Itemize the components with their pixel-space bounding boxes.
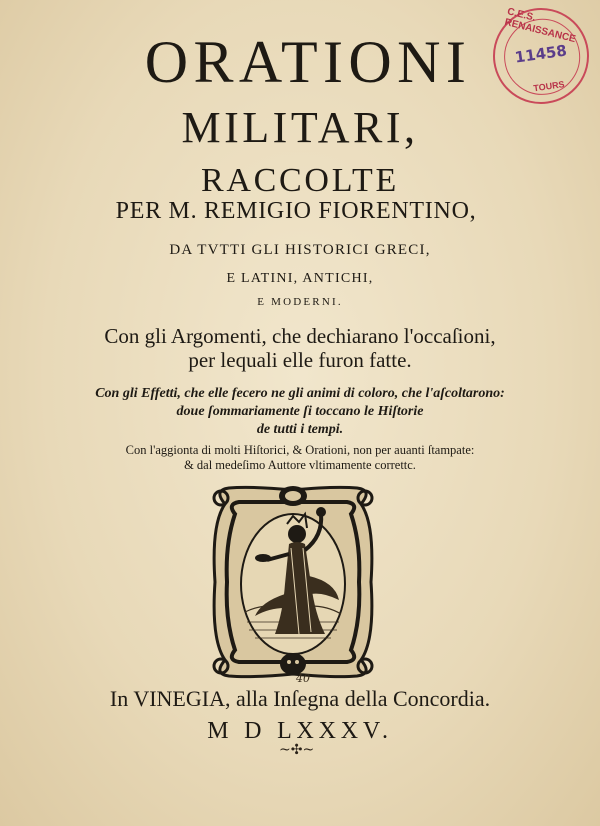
arguments-line-1 <box>0 324 600 349</box>
line-text: MILITARI, <box>181 103 419 152</box>
stamp-top-text: C.E.S. RENAISSANCE <box>503 6 577 46</box>
line-text: doue ſommariamente ſi toccano le Hiſtorie <box>176 404 424 419</box>
line-text: ORATIONI <box>144 29 472 95</box>
stamp-bottom-text: TOURS <box>532 79 566 94</box>
effects-line-1 <box>0 386 600 402</box>
date-line <box>0 718 600 745</box>
line-text: Con gli Effetti, che elle fecero ne gli animi di coloro, che l'aſcoltarono: <box>95 386 505 401</box>
line-text: RACCOLTE <box>200 162 400 199</box>
sources-line-3 <box>0 296 600 308</box>
imprint-line <box>0 686 600 712</box>
author-line <box>0 198 596 225</box>
sources-line-2 <box>0 271 600 287</box>
line-text: & dal medeſimo Auttore vltimamente correttc. <box>184 458 416 472</box>
effects-line-2 <box>0 404 600 420</box>
concordia-printer-mark-icon <box>205 484 381 680</box>
line-text: Con gli Argomenti, che dechiarano l'occaſioni, <box>104 324 496 348</box>
line-text: per lequali elle furon fatte. <box>188 348 412 372</box>
line-text: PER M. REMIGIO FIORENTINO, <box>115 198 477 224</box>
line-text: E LATINI, ANTICHI, <box>226 271 374 286</box>
stamp-number: 11458 <box>513 41 568 67</box>
line-text: E MODERNI. <box>257 296 343 308</box>
line-text: In VINEGIA, alla Inſegna della Concordia. <box>109 686 491 711</box>
folio-note: 40 <box>296 672 310 685</box>
fleuron-icon: ~✣~ <box>279 742 315 758</box>
sources-line-1 <box>0 242 600 259</box>
addition-line-1 <box>0 443 600 458</box>
arguments-line-2 <box>0 348 600 373</box>
title-line-2 <box>0 102 600 153</box>
effects-line-3 <box>0 422 600 438</box>
addition-line-2 <box>0 458 600 473</box>
line-text: DA TVTTI GLI HISTORICI GRECI, <box>169 242 431 258</box>
line-text: M D LXXXV. <box>207 718 393 744</box>
line-text: Con l'aggionta di molti Hiſtorici, & Orationi, non per auanti ſtampate: <box>125 443 475 457</box>
title-line-3 <box>0 162 600 200</box>
line-text: de tutti i tempi. <box>256 422 344 437</box>
